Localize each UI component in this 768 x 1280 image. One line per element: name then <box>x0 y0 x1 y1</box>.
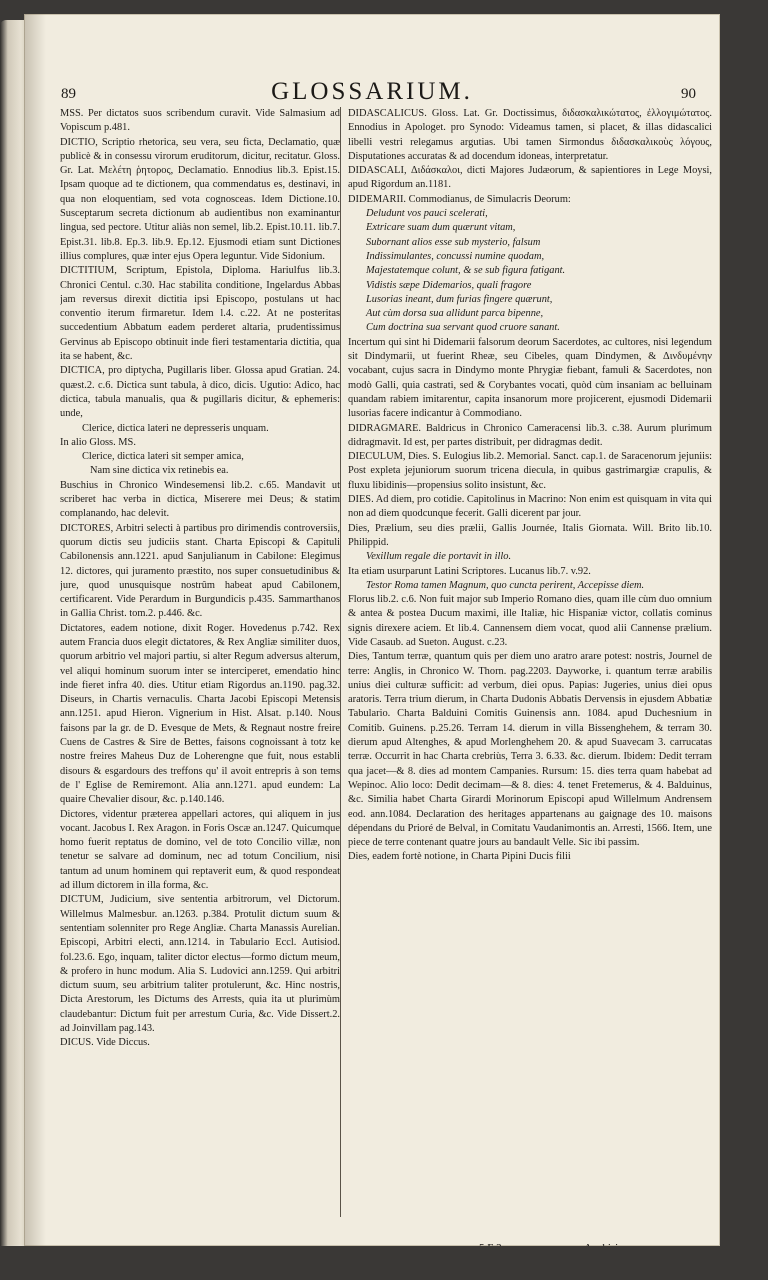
verse-line: Subornant alios esse sub mysterio, falsum <box>366 236 541 248</box>
entry-dictio: DICTIO, Scriptio rhetorica, seu vera, seu ficta, Declamatio, quæ publicè & in consessu virorum eruditorum, dicitur, recitatur. Gloss. Gr. Lat. Μελέτη ῥητορος, Declamatio. Ennodius lib.3. Epist.15. Ipsam quoque ad te dictionem, qua commendatus es, destinavi, in qua non eloquentiam, sed vota cognosceas. Idem Dictione.10. Susceptarum secreta dictionum ab audientibus non examinantur lingua, sed pectore. Utitur aliàs non semel, lib.2. Epist.10.11. lib.7. Epist.31. lib.8. Ep.3. lib.9. Ep.12. Ejusmodi etiam sunt Dictiones illius complures, quæ inter ejus Opera leguntur. Vide Sidonium. <box>60 136 340 262</box>
entry-didascalicus: DIDASCALICUS. Gloss. Lat. Gr. Doctissimus, διδασκαλικώτατος, ἐλλογιμώτατος. Ennodius in Apologet. pro Synodo: Videamus tamen, si placet, & illas didascalici libelli vestri relegamus argutias. Ubi tamen Sirmondus διδασκαλικοὺς λόγους, Disputationes accuratas & ad docendum idoneas, interpretatur. <box>348 108 712 162</box>
verse-line: Indissimulantes, concussi numine quodam, <box>366 250 545 262</box>
entry-dicus: DICUS. Vide Diccus. <box>60 1037 150 1049</box>
gutter-shadow <box>24 14 46 1246</box>
verse-line: Clerice, dictica lateri ne depresseris unquam. <box>82 422 269 434</box>
page-header <box>24 72 720 105</box>
verse-line: Vexillum regale die portavit in illo. <box>366 551 512 563</box>
verse-line: Testor Roma tamen Magnum, quo cuncta perirent, Accepisse diem. <box>366 579 645 591</box>
entry-paragraph: Incertum qui sint hi Didemarii falsorum deorum Sacerdotes, ac cultores, nisi legendum sit Dindymarii, ut fuerint Rheæ, seu Cibeles, quam Dindymen, & Δινδυμένην vocabant, cujus sacra in Dindymo monte Phrygiæ fiebant, famuli & Sacerdotes, non modò Galli, quia castrati, sed & Corybantes vocati, quòd cùm insaniam ac belluinam quandam rabiem imitarentur, capita insanorum more projicerent, ejusmodi Didemarii lusorias facere indicantur à Commodiano. <box>348 336 712 420</box>
entry-paragraph: Florus lib.2. c.6. Non fuit major sub Imperio Romano dies, quam ille cùm duo omnium & antea & postea Ducum maximi, ille Italiæ, hic Hispaniæ victor, collatis cominus signis direxere aciem. Et lib.4. Cannensem diem vocat, quod alii Cannense prælium. Vide Casaub. ad Sueton. August. c.23. <box>348 594 712 648</box>
entry-dictores-actores: Dictores, videntur præterea appellari actores, qui aliquem in jus vocant. Jacobus I. Rex Aragon. in Foris Oscæ an.1247. Quicumque homo fuerit reptatus de domino, vel de toto Concilio villæ, non tenetur se salvare ad dominum, nec ad totum Concilium, nisi tantum ad unum hominem qui reptaverit eum, & quod respondeat ad illum dictorem in illa forma, &c. <box>60 808 340 892</box>
entry-dictatores: Dictatores, eadem notione, dixit Roger. Hovedenus p.742. Rex autem Francia duos elegit dictatores, & Rex Angliæ similiter duos, quorum arbitrio vel majori partiu, si alter Regum adversus alterum, vel aliqui hominum suorum inter se interciperet, emendatio hinc inde fieret infra 40. dies. Utitur etiam Rigordus an.1190. pag.32. Diseurs, in Chartis vernaculis. Charta Jacobi Episcopi Metensis ann.1251. apud Hieron. Vignerium in Hist. Alsat. p.140. Nous faisons par la gr. de D. Evesque de Mets, & Regnaut nostre freire Cuens de Castres & Sire de Bettes, faisons cognoissant à totz ke nostre freires Maheus Duz de Loherengne que fuit, nous establi disours & esgardours des treffons qu' il avoit entrepris à son tems de l' Eglise de Remiremont. Alia ann.1271. apud eundem: La quaire Chevalier disour, &c. p.140.146. <box>60 622 340 806</box>
verse-line: Lusorias ineant, dum furias fingere quærunt, <box>366 293 553 305</box>
verse-line: Extricare suam dum quærunt vitam, <box>366 222 516 234</box>
verse-line: Cum doctrina sua servant quod cruore sanant. <box>366 322 560 334</box>
entry-paragraph: Ita etiam usurparunt Latini Scriptores. Lucanus lib.7. v.92. <box>348 565 591 577</box>
entry-paragraph: Buschius in Chronico Windesemensi lib.2. c.65. Mandavit ut scriberet hac verba in dictica, Miserere mei Deus; & statim complanando, hac delevit. <box>60 479 340 520</box>
entry-dictica: DICTICA, pro diptycha, Pugillaris liber. Glossa apud Gratian. 24. quæst.2. c.6. Dictica sunt tabula, à dico, dicis. Ugutio: Adico, hac dictica, tabula manualis, qua & pugillaris dicitur, & ephemeris: unde, <box>60 365 340 420</box>
entry-paragraph: Dies, eadem fortè notione, in Charta Pipini Ducis filii <box>348 851 571 863</box>
scan-background <box>0 1246 768 1280</box>
entry-paragraph: MSS. Per dictatos suos scribendum curavit. Vide Salmasium ad Vopiscum p.481. <box>60 108 340 134</box>
entry-dieculum: DIECULUM, Dies. S. Eulogius lib.2. Memorial. Sanct. cap.1. de Saracenorum jejuniis: Post expleta jejuniorum suorum tricena diecula, in quibus gastrimargiæ crapulis, & fluxu libidinis—propensius solito insistunt, &c. <box>348 451 712 491</box>
page-number-left: 89 <box>61 86 76 102</box>
entry-dictores: DICTORES, Arbitri selecti à partibus pro dirimendis controversiis, quorum dictis seu judiciis stant. Charta Episcopi & Capituli Cabilonensis ann.1221. apud Sanjulianum in Cabilone: Elegimus 12. dictores, qui juramento præstito, nos super consuetudinibus & jure, quod unusquisque nostrûm habeat apud Cabilonem, certificarent. Vide Perardum in Burgundicis p.435. Sammarthanos in Gallia Christ. tom.2. p.446. &c. <box>60 522 340 620</box>
verse-line: Vidistis sæpe Didemarios, quali fragore <box>366 279 532 291</box>
verse-line: Aut cùm dorsa sua allidunt parca bipenne, <box>366 308 544 320</box>
running-title: GLOSSARIUM. <box>271 78 473 105</box>
entry-paragraph: Dies, Prælium, seu dies prælii, Gallis Journée, Italis Giornata. Will. Brito lib.10. Philippid. <box>348 522 712 548</box>
verse-line: Clerice, dictica lateri sit semper amica, <box>82 451 244 463</box>
verse-line: Nam sine dictica vix retinebis ea. <box>90 465 229 477</box>
entry-dictitium: DICTITIUM, Scriptum, Epistola, Diploma. Hariulfus lib.3. Chronici Centul. c.30. Hac stabilita conditione, Ingelardus Abbas jam reversus direxit dictitia ipsi Episcopo, postulans ut hac conventio iterum firmaretur. Idem l.4. c.22. At ne posteritas succedentium Abbatum eadem perderet altaria, prudentissimus Gervinus ab Episcopo obtinuit inde fieri testamentaria dictitia, qua ita se habent, &c. <box>60 265 340 363</box>
verse-line: Deludunt vos pauci scelerati, <box>366 208 488 220</box>
entry-didascali: DIDASCALI, Διδάσκαλοι, dicti Majores Judæorum, & sapientiores in Lege Moysi, apud Rigordum an.1181. <box>348 165 712 191</box>
entry-paragraph: In alio Gloss. MS. <box>60 436 136 448</box>
left-column <box>60 107 340 1217</box>
book-page <box>24 14 720 1246</box>
entry-dictum: DICTUM, Judicium, sive sententia arbitrorum, vel Dictorum. Willelmus Malmesbur. an.1263. p.384. Protulit dictum suum & sententiam solenniter pro Rege Angliæ. Charta Manassis Aurelian. Episcopi, Arbitri electi, ann.1214. in Tabulario Eccl. Autisiod. fol.23.6. Ego, inquam, taliter dictor electus—formo dictum meum, & profero in hunc modum. Alia S. Ludovici ann.1259. Qui arbitri dictum suum, seu arbitrium taliter protulerunt, &c. Hinc nostris, Dicta Arestorum, les Dictums des Arrests, quia ita ut plurimùm claudebantur: Dictum fuit per arrestum Curia, &c. Vide Dissert.2. ad Joinvillam pag.143. <box>60 894 340 1034</box>
right-column <box>348 107 712 1217</box>
previous-page-edge <box>0 20 26 1270</box>
page-number-right: 90 <box>681 86 696 102</box>
verse-line: Majestatemque colunt, & se sub figura fatigant. <box>366 265 566 277</box>
entry-dies: DIES. Ad diem, pro cotidie. Capitolinus in Macrino: Non enim est quisquam in vita qui non ad diem quodcunque fecerit. Galli dicerent par jour. <box>348 494 712 520</box>
entry-paragraph: Dies, Tantum terræ, quantum quis per diem uno aratro arare potest: nostris, Journel de terre: Anglis, in Chronico W. Thorn. pag.2203. Dayworke, i. quantum terræ arabilis unius diei culturæ sufficit: ad verbum, diei opus. Papias: Jugeries, unius diei opus aratoris. Terra trium dierum, in Charta Dudonis Abbatis Dervensis in ejusdem Abbatiæ Tabulario. Charta Balduini Comitis Guinensis ann. 1084. apud Duchesnium in Comitib. Guinens. p.25.26. Terram 14. dierum in villa Bissenghehem, & terram 30. dierum apud Altenghes, & apud Morlenghehem 20. & apud Suavecam 3. carrucatas terræ. Occurrit in hac Charta crebriùs, Terra 3. 6.33. &c. dierum. Ibidem: Dedit terram qua jacet—& 8. dies ad montem Campanies. Rursum: 15. dies terra quam habebat ad Wepinoc. Alio loco: Dedit decimam—& 8. dies: 4. tenet Fretemerus, & 4. Balduinus, &c. Similia habet Charta Girardi Morinorum Episcopi apud Willelmum Andrensem eod. ann.1084. Declaration des heritages appartenans au gaignage des 10. maisons dépendans du Prioré de Belval, in Comitatu Vaudanimontis an. Arresti, 1566. Item, une piece de terre contenant quatre jours au bandault Velle. Sic ibi passim. <box>348 651 712 849</box>
column-divider <box>340 107 341 1217</box>
entry-didragmare: DIDRAGMARE. Baldricus in Chronico Cameracensi lib.3. c.38. Aurum plurimum didragmavit. Id est, per partes distribuit, per didragmas dedit. <box>348 422 712 448</box>
entry-didemarii: DIDEMARII. Commodianus, de Simulacris Deorum: <box>348 193 571 205</box>
